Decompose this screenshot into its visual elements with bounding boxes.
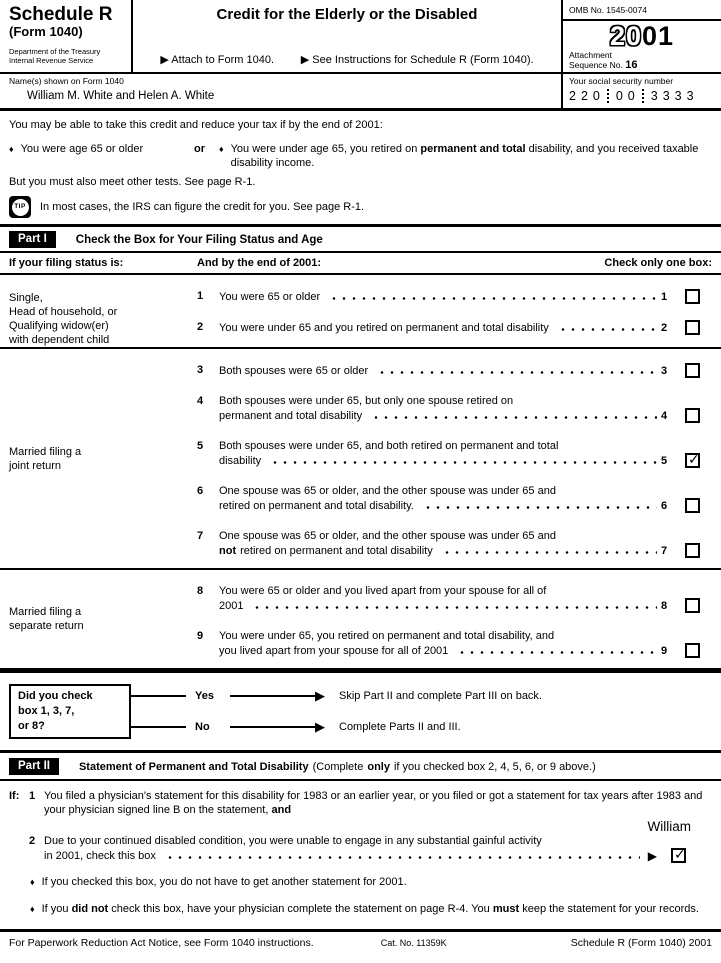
checkbox-2[interactable] (685, 320, 700, 335)
connector-line (230, 726, 318, 728)
name-field-block (0, 74, 561, 108)
omb-year-block (561, 0, 721, 72)
tip-text: In most cases, the IRS can figure the credit for you. See page R-1. (40, 201, 365, 213)
yes-label: Yes (195, 689, 214, 702)
checkbox-8[interactable] (685, 598, 700, 613)
arrow-icon: ▶ (315, 688, 325, 703)
checkbox-1[interactable] (685, 289, 700, 304)
dot-leader (371, 415, 657, 420)
filing-row-6: 6 One spouse was 65 or older, and the other spouse was under 65 and retired on permanent and total disability. 6 (197, 484, 712, 513)
filing-group-separate (0, 570, 721, 670)
dot-leader (442, 550, 657, 555)
arrow-icon: ▶ (160, 54, 169, 66)
dot-leader (377, 370, 657, 375)
intro-lead: You may be able to take this credit and reduce your tax if by the end of 2001: (9, 119, 383, 131)
checkbox-7[interactable] (685, 543, 700, 558)
filing-row-7: 7 One spouse was 65 or older, and the other spouse was under 65 and not retired on permanent and total disability 7 (197, 529, 712, 558)
bullet-age-65: ♦ You were age 65 or older (9, 142, 194, 170)
part1-column-headers (0, 251, 721, 275)
dot-leader (329, 296, 657, 301)
name-field[interactable]: William M. White and Helen A. White (27, 90, 215, 102)
ssn-label: Your social security number (569, 76, 674, 86)
dot-leader (165, 855, 640, 860)
part1-header (0, 227, 721, 251)
filing-group-joint (0, 349, 721, 570)
other-tests-note: But you must also meet other tests. See page R-1. (9, 176, 256, 188)
col-check-one: Check only one box: (604, 257, 712, 269)
catalog-number: Cat. No. 11359K (380, 938, 447, 948)
col-filing-status: If your filing status is: (9, 257, 124, 269)
part2-notes (0, 863, 721, 916)
dot-leader (270, 460, 657, 465)
status-label-separate: Married filing a separate return (9, 606, 84, 632)
diamond-bullet-icon: ♦ (9, 144, 14, 154)
checkbox-6[interactable] (685, 498, 700, 513)
filing-row-9: 9 You were under 65, you retired on permanent and total disability, and you lived apart from your spouse for all of 2001 9 (197, 629, 712, 658)
part1-badge: Part I (9, 231, 56, 248)
year-solid: 01 (642, 21, 675, 51)
omb-number: OMB No. 1545-0074 (563, 0, 721, 21)
checkbox-disability-statement[interactable] (671, 848, 686, 863)
checkbox-9[interactable] (685, 643, 700, 658)
col-condition: And by the end of 2001: (197, 257, 322, 269)
ssn-separator (607, 89, 609, 103)
paperwork-notice: For Paperwork Reduction Act Notice, see Form 1040 instructions. (9, 937, 314, 949)
taxpayer-row (0, 74, 721, 111)
status-label-joint: Married filing a joint return (9, 445, 82, 472)
dot-leader (252, 605, 657, 610)
connector-line (131, 726, 186, 728)
form-footer (0, 929, 721, 950)
dot-leader (423, 505, 657, 510)
filing-row-1: 1 You were 65 or older 1 (197, 289, 712, 304)
form-id-block (0, 0, 133, 72)
part2-header: Part II Statement of Permanent and Total Disability (Complete only if you checked box 2, 4, 5, 6, or 9 above.) (0, 753, 721, 781)
status-label-single: Single, Head of household, or Qualifying widow(er) with dependent child (9, 292, 118, 346)
connector-line (131, 695, 186, 697)
yes-branch (131, 680, 712, 711)
form-number: (Form 1040) (9, 24, 83, 39)
tip-icon: TIP (9, 196, 31, 218)
part2-badge: Part II (9, 758, 59, 775)
part1-heading: Check the Box for Your Filing Status and Age (75, 233, 323, 246)
checkbox-3[interactable] (685, 363, 700, 378)
yes-instruction: Skip Part II and complete Part III on back. (339, 689, 542, 702)
agency-name: Department of the Treasury Internal Revenue Service (9, 47, 101, 65)
name-label: Name(s) shown on Form 1040 (9, 76, 124, 86)
schedule-name: Schedule R (9, 4, 113, 25)
filing-row-5: 5 Both spouses were under 65, and both retired on permanent and total disability 5 ✓ (197, 439, 712, 468)
filing-row-2: 2 You were under 65 and you retired on permanent and total disability 2 (197, 320, 712, 335)
diamond-bullet-icon: ♦ (219, 144, 224, 154)
ssn-field[interactable]: 220 00 3333 (569, 89, 699, 103)
connector-line (230, 695, 318, 697)
eligibility-bullets (9, 142, 712, 170)
bullet-under-65: ♦ You were under age 65, you retired on permanent and total disability, and you received taxable disability income. (219, 143, 699, 169)
form-title: Credit for the Elderly or the Disabled (216, 6, 478, 23)
ssn-separator (642, 89, 644, 103)
attach-note: ▶ Attach to Form 1040. (160, 54, 275, 66)
or-label: or (194, 143, 205, 155)
dot-leader (457, 650, 657, 655)
arrow-icon: ▶ (315, 719, 325, 734)
year-outline: 20 (609, 21, 642, 51)
filing-group-single (0, 275, 721, 349)
form-instructions (137, 53, 557, 67)
filing-row-3: 3 Both spouses were 65 or older 3 (197, 363, 712, 378)
see-note: ▶ See Instructions for Schedule R (Form 1040). (300, 54, 534, 66)
filing-row-4: 4 Both spouses were under 65, but only one spouse retired on permanent and total disability 4 (197, 394, 712, 423)
note-checked: ♦ If you checked this box, you do not have to get another statement for 2001. (30, 876, 407, 888)
part2-condition-1: If: 1 You filed a physician's statement for this disability for 1983 or an earlier year, or you filed or got a statement for tax years after 1983 and your physician signed line B on the statement, and (9, 790, 703, 816)
part2-condition-2: 2 Due to your continued disabled condition, you were unable to engage in any substantial gainful activity in 2001, check this box ▶ ✓ (0, 834, 721, 863)
decision-flowchart (0, 673, 721, 753)
sequence-number: 16 (625, 59, 638, 71)
question-box: Did you check box 1, 3, 7, or 8? (9, 684, 131, 739)
filing-row-8: 8 You were 65 or older and you lived apart from your spouse for all of 2001 8 (197, 584, 712, 613)
form-title-block (133, 0, 561, 72)
attachment-sequence: Attachment Sequence No. 16 (569, 50, 638, 71)
part2-heading: Statement of Permanent and Total Disability (78, 760, 309, 773)
checkbox-4[interactable] (685, 408, 700, 423)
ssn-block (561, 74, 721, 108)
diamond-bullet-icon: ♦ (30, 904, 35, 914)
arrow-icon: ▶ (300, 54, 310, 66)
diamond-bullet-icon: ♦ (30, 877, 35, 887)
form-header (0, 0, 721, 74)
arrow-icon: ▶ (647, 848, 657, 863)
checkbox-5[interactable] (685, 453, 700, 468)
handwritten-name: William (647, 819, 691, 834)
no-instruction: Complete Parts II and III. (339, 720, 461, 733)
no-branch (131, 711, 712, 742)
tax-year (563, 22, 721, 50)
tip-row (9, 196, 712, 218)
note-not-checked: ♦ If you did not check this box, have your physician complete the statement on page R-4. You must keep the statement for your records. (30, 903, 699, 915)
no-label: No (195, 720, 210, 733)
dot-leader (558, 327, 657, 332)
footer-form-id: Schedule R (Form 1040) 2001 (570, 937, 712, 949)
